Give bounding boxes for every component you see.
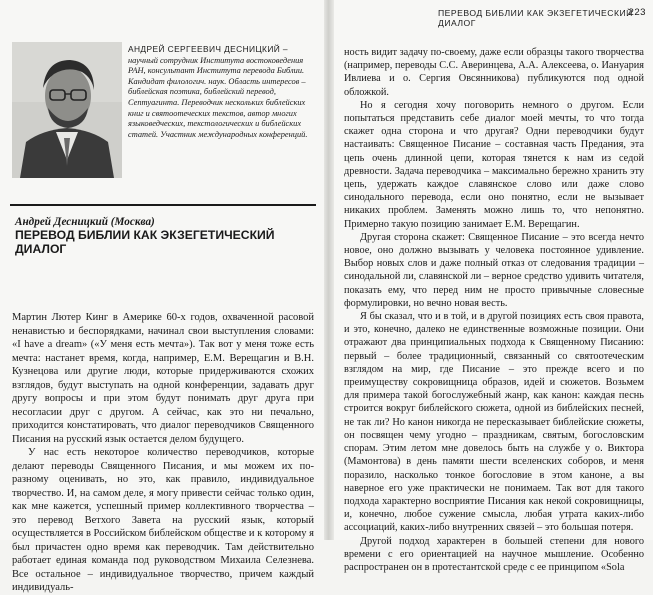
section-divider bbox=[10, 204, 316, 206]
article-author: Андрей Десницкий (Москва) bbox=[15, 216, 155, 228]
author-description: научный сотрудник Института востоковедения РАН, консультант Института перевода Библии. Кандидат филологич. наук. Область интересов – библейская поэтика, библейский перевод, Септуагинта. Переводчик нескольких библейских книг и святоотеческих текстов, автор многих языковедческих, текстологических и библейских статей. Участник международных конференций. bbox=[128, 55, 308, 139]
left-page bbox=[10, 0, 316, 593]
paragraph: ность видит задачу по-своему, даже если образцы такого творчества (например, переводы С.С. Аверинцева, А.А. Алексеева, о. Иануария Ивлиева и о. Сергия Овсянникова) публикуются под одной обложкой. bbox=[344, 47, 644, 98]
author-full-name: АНДРЕЙ СЕРГЕЕВИЧ ДЕСНИЦКИЙ – bbox=[128, 44, 288, 54]
book-gutter bbox=[324, 0, 334, 540]
page-number: 223 bbox=[628, 7, 646, 18]
running-head-title: ПЕРЕВОД БИБЛИИ КАК ЭКЗЕГЕТИЧЕСКИЙ ДИАЛОГ bbox=[438, 8, 633, 28]
author-portrait-image bbox=[12, 42, 122, 178]
left-body-text bbox=[12, 311, 314, 595]
paragraph: Я бы сказал, что и в той, и в другой позициях есть своя правота, и это, конечно, далеко не единственные возможные позиции. Они отражают два принципиальных подхода к Священному Писанию: первый – более традиционный, связанный со святоотеческим взглядом на мир, где Писание – это прежде всего и по преимуществу сокровищница образов, идей и сюжетов. Возьмем для примера такой богослужебный жанр, как канон: каждая песнь строится вокруг библейского сюжета, одной из библейских песней, не так ли? Но канон никогда не пересказывает библейские сюжеты, он посвящен чему угодно – праздникам, святым, богословским спорам. Этим летом мне довелось быть на службе у о. Виктора (Мамонтова) в день памяти шести вселенских соборов, и меня поразило, насколько тонкое богословие в этом каноне, а вы наверное его уже практически не понимаем. Так вот для такого подхода характерно восприятие Писания как некой сокровищницы, и, конечно, любое сужение смысла, любая утрата каких-либо ассоциаций, каких-либо внутренних связей – это большая потеря. bbox=[344, 311, 644, 534]
right-page bbox=[342, 0, 646, 573]
author-photo bbox=[12, 42, 122, 178]
paragraph: Другой подход характерен в большей степени для нового времени с его ориентацией на научное мышление. Особенно распространен он в протестантской среде с ее принципом «Sola bbox=[344, 535, 644, 573]
paragraph: Но я сегодня хочу поговорить немного о другом. Если попытаться представить себе диалог моей мечты, то что тогда скажет одна сторона и что другая? Одни переводчики будут настаивать: Священное Писание – составная часть Предания, эта цепь очень длинной цепи, которая тянется к нам из седой древности. Задача переводчика – максимально бережно хранить эту цепь, удержать каждое славянское слово или даже слово синодального перевода, если оно понятно, если не вызывает никаких проблем. Заменять можно лишь то, что непонятно. Примерно такую позицию занимает Е.М. Верещагин. bbox=[344, 99, 644, 230]
paragraph: У нас есть некоторое количество переводчиков, которые делают переводы Священного Писания, и мы можем их по-разному оценивать, но это, как правило, индивидуальное творчество. И, на самом деле, я могу привести сейчас только один, как мне кажется, успешный пример коллективного творчества – это перевод Ветхого Завета на русский язык, который осуществляется в Российском библейском обществе и к которому я был причастен одно время как переводчик. Там действительно работает единая команда под руководством Михаила Селезнева. Все остальное – индивидуальное творчество, причем каждый индивидуаль- bbox=[12, 447, 314, 593]
paragraph: Мартин Лютер Кинг в Америке 60-х годов, охваченной расовой ненавистью и беспорядками, начинал свои выступления словами: «I have a dream» («У меня есть мечта»). Так вот у меня тоже есть мечта: настанет время, когда, например, Е.М. Верещагин и В.Н. Кузнецова или другие люди, которые придерживаются схожих взглядов, будут выступать на одной конференции, задавать друг другу вопросы и при этом будут понимать друг друга при несогласии друг с другом. А сейчас, как это ни печально, приходится констатировать, что диалог переводчиков Священного Писания на русский язык остается делом будущего. bbox=[12, 312, 314, 445]
article-title: ПЕРЕВОД БИБЛИИ КАК ЭКЗЕГЕТИЧЕСКИЙ ДИАЛОГ bbox=[15, 228, 275, 256]
right-body-text bbox=[344, 46, 644, 574]
paragraph: Другая сторона скажет: Священное Писание – это всегда нечто новое, оно должно вызывать у человека постоянное удивление. Выбор новых слов и даже полный отказ от следования традиции – синодальной ли, славянской ли – верное средство удивить читателя, показать ему, что перед ним не просто привычные словесные формулировки, но вечно новая весть. bbox=[344, 231, 644, 309]
author-bio bbox=[128, 44, 314, 140]
